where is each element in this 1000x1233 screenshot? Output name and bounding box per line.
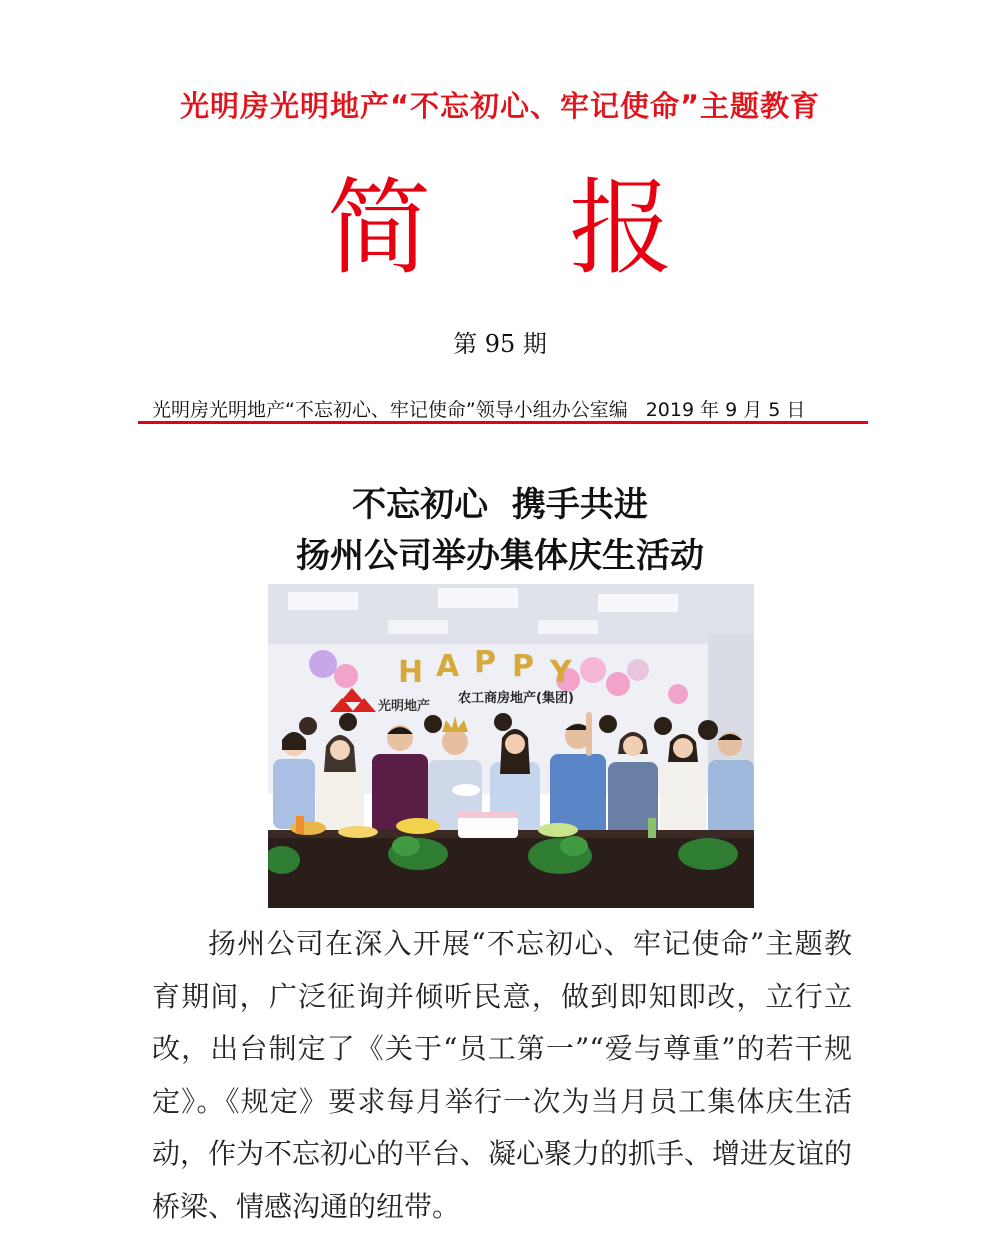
article-photo	[268, 584, 754, 908]
balloon-letter-p2: P	[512, 649, 534, 684]
masthead-divider	[138, 421, 868, 424]
wall-sign-1: 光明地产	[378, 699, 431, 714]
masthead-title	[0, 168, 1000, 288]
group-photo-illustration	[268, 584, 754, 908]
editor-name: 光明房光明地产“不忘初心、牢记使命”领导小组办公室编	[152, 399, 628, 421]
issue-number: 第 95 期	[453, 330, 547, 358]
article-headline-line1: 不忘初心 携手共进	[352, 485, 648, 525]
balloon-letter-a: A	[436, 649, 460, 684]
editor-line	[152, 395, 805, 422]
masthead-title-char-2: 报	[569, 167, 674, 289]
masthead-org-title: 光明房光明地产“不忘初心、牢记使命”主题教育	[179, 89, 821, 123]
balloon-letter-y: Y	[550, 655, 572, 690]
balloon-letter-h: H	[398, 655, 424, 690]
article-body: 扬州公司在深入开展“不忘初心、牢记使命”主题教育期间，广泛征询并倾听民意，做到即知即改，立行立改，出台制定了《关于“员工第一”“爱与尊重”的若干规定》。《规定》要求每月举行一次为当月员工集体庆生活动，作为不忘初心的平台、凝心聚力的抓手、增进友谊的桥梁、情感沟通的纽带。	[152, 927, 853, 1223]
publish-date: 2019 年 9 月 5 日	[645, 399, 806, 421]
masthead-title-char-1: 简	[326, 167, 431, 289]
wall-sign-2: 农工商房地产(集团)	[458, 691, 574, 706]
balloon-letter-p1: P	[474, 645, 496, 680]
article-headline-line2: 扬州公司举办集体庆生活动	[296, 536, 704, 576]
